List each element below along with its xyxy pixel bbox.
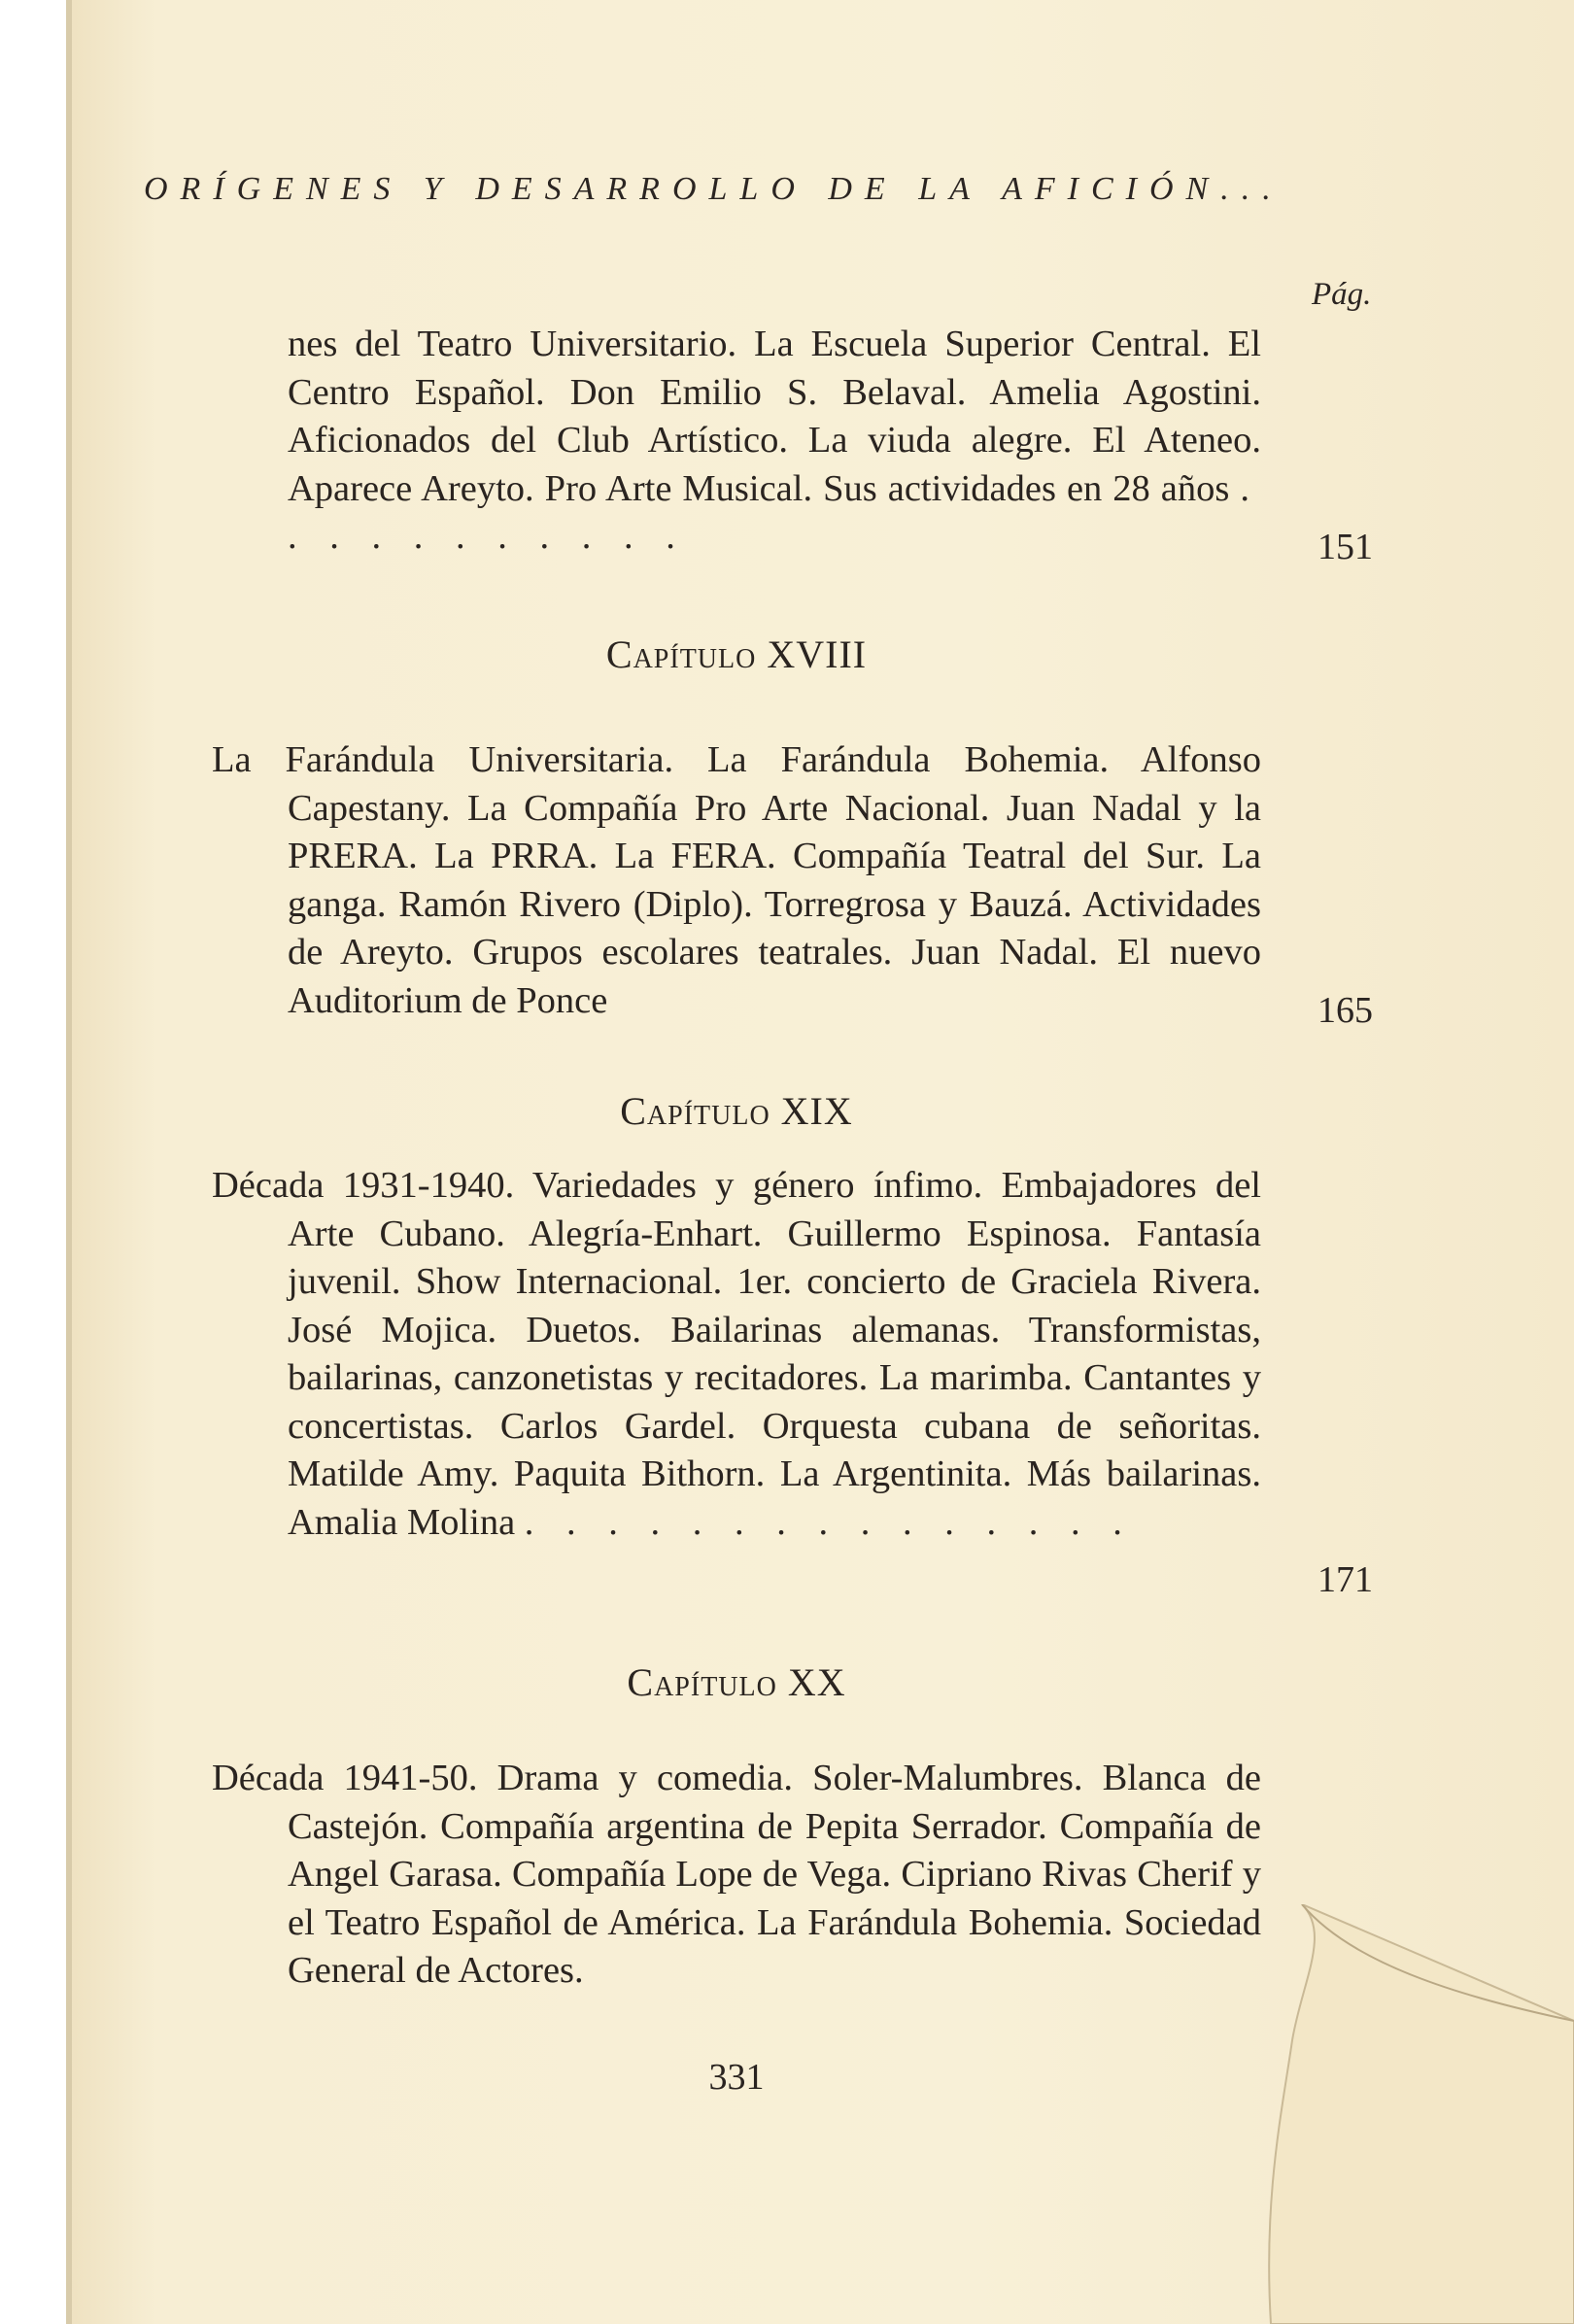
running-head: ORÍGENES Y DESARROLLO DE LA AFICIÓN... [144, 171, 1283, 207]
toc-entry-text: Década 1931-1940. Variedades y género ínfimo. Embajadores del Arte Cubano. Alegría-Enhart. Guillermo Espinosa. Fantasía juvenil. Show Internacional. 1er. concierto de Graciela Rivera. José Mojica. Duetos. Bailarinas alemanas. Transformistas, bailarinas, canzonetistas y recitadores. La marimba. Cantantes y concertistas. Carlos Gardel. Orquesta cubana de señoritas. Matilde Amy. Paquita Bithorn. La Argentinita. Más bailarinas. Amalia Molina [212, 1165, 1261, 1543]
toc-entry-page: 165 [1317, 990, 1373, 1031]
toc-entry-page: 151 [1317, 527, 1373, 567]
toc-entry-leader: . . . . . . . . . . . [288, 467, 1262, 557]
toc-entry [212, 736, 1261, 1025]
page-edge [66, 0, 72, 2324]
toc-entry [212, 1755, 1261, 1996]
chapter-heading: Capítulo XIX [620, 1089, 853, 1133]
page-column-label: Pág. [1312, 277, 1372, 312]
page-number: 331 [708, 2057, 765, 2098]
chapter-heading: Capítulo XX [627, 1660, 846, 1704]
toc-entry [212, 1162, 1261, 1547]
toc-entry [212, 321, 1261, 562]
toc-entry-page: 171 [1317, 1559, 1373, 1600]
toc-entry-leader: . . . . . . . . . . . . . . . [524, 1501, 1134, 1543]
toc-entry-text: Década 1941-50. Drama y comedia. Soler-Malumbres. Blanca de Castejón. Compañía argentina de Pepita Serrador. Compañía de Angel Garasa. Compañía Lope de Vega. Cipriano Rivas Cherif y el Teatro Español de América. La Farándula Bohemia. Sociedad General de Actores. [212, 1758, 1261, 1991]
toc-entry-text: nes del Teatro Universitario. La Escuela Superior Central. El Centro Español. Don Emilio S. Belaval. Amelia Agostini. Aficionados del Club Artístico. La viuda alegre. El Ateneo. Aparece Areyto. Pro Arte Musical. Sus actividades en 28 años [288, 324, 1261, 509]
chapter-heading: Capítulo XVIII [605, 632, 868, 676]
page-curl [1263, 1904, 1574, 2324]
toc-entry-text: La Farándula Universitaria. La Farándula Bohemia. Alfonso Capestany. La Compañía Pro Arte Nacional. Juan Nadal y la PRERA. La PRRA. La FERA. Compañía Teatral del Sur. La ganga. Ramón Rivero (Diplo). Torregrosa y Bauzá. Actividades de Areyto. Grupos escolares teatrales. Juan Nadal. El nuevo Auditorium de Ponce [212, 739, 1261, 1021]
